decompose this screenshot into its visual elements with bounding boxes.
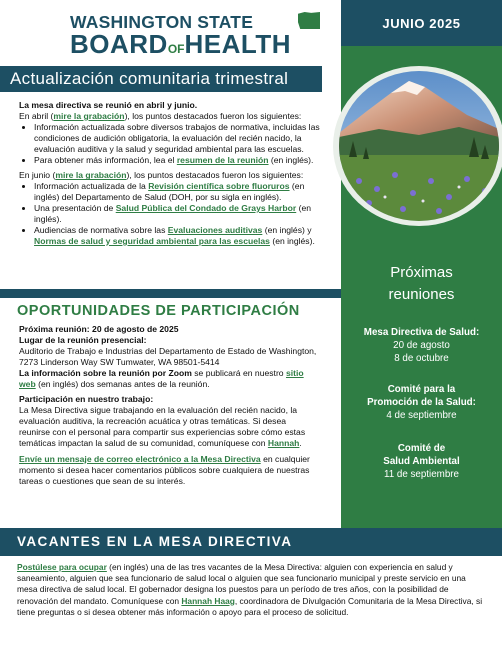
- opportunities-heading: OPORTUNIDADES DE PARTICIPACIÓN: [17, 303, 300, 319]
- april-bullet-2-post: (en inglés).: [268, 154, 314, 165]
- title-bar: [0, 66, 322, 92]
- vacancies-text: [17, 562, 487, 618]
- meetings-heading: La mesa directiva se reunió en abril y junio.: [19, 100, 198, 110]
- health-board-label: Mesa Directiva de Salud:: [363, 327, 480, 338]
- june-bullet-3: [34, 225, 321, 247]
- work-text: [19, 405, 319, 449]
- date-banner: [341, 0, 502, 46]
- june-bullet-3-pre: Audiencias de normativa sobre las: [34, 224, 168, 235]
- logo-health-word: HEALTH: [184, 29, 292, 59]
- upcoming-title-line1: Próximas: [390, 264, 453, 281]
- vacancies-heading: VACANTES EN LA MESA DIRECTIVA: [17, 534, 293, 549]
- april-intro: [19, 111, 321, 122]
- promotion-date: 4 de septiembre: [386, 410, 457, 421]
- june-bullet-3-post: (en inglés).: [269, 235, 315, 246]
- env-label-2: Salud Ambiental: [383, 456, 460, 467]
- fluoride-review-link[interactable]: Revisión científica sobre fluoruros: [148, 181, 290, 192]
- april-intro-pre: En abril (: [19, 110, 54, 121]
- promotion-committee-meetings: [341, 383, 502, 422]
- promotion-label-2: Promoción de la Salud:: [367, 397, 476, 408]
- health-board-date-2: 8 de octubre: [394, 353, 449, 364]
- hearing-evaluations-link[interactable]: Evaluaciones auditivas: [167, 224, 263, 235]
- board-of-health-logo: [60, 12, 330, 59]
- june-bullet-2-post: (en inglés).: [34, 203, 312, 225]
- apply-link[interactable]: Postúlese para ocupar: [17, 562, 107, 572]
- env-label-1: Comité de: [397, 443, 446, 454]
- april-bullet-1: • Información actualizada sobre diversos trabajos de normativa, incluidas las condiciones de audición obligatoria, la evaluación del recién nacido, la evaluación auditiva y la salud y seguridad ambiental para las escuelas.: [34, 122, 321, 155]
- meetings-summary: [19, 100, 321, 247]
- work-text-body: La Mesa Directiva sigue trabajando en la evaluación del recién nacido, la evaluación auditiva, la recreación acuática y otras temáticas. Si desea reunirse con el personal para compartir sus experiencias sobre cómo estas temáticas impactan la salud de su comunidad, comuníquese con: [19, 405, 306, 449]
- zoom-info-bold: La información sobre la reunión por Zoom: [19, 367, 192, 378]
- mountain-meadow-photo: [339, 71, 499, 221]
- work-text-end: .: [299, 438, 302, 449]
- email-info-post: en cualquier momento si desea hacer comentarios públicos sobre cualquiera de nuestras tareas o cuestiones que sean de su interés.: [19, 453, 310, 486]
- upcoming-meetings-title: [341, 262, 502, 306]
- washington-state-icon: [298, 12, 320, 29]
- issue-date: JUNIO 2025: [382, 16, 461, 31]
- june-intro: [19, 170, 321, 181]
- website-link[interactable]: sitio web: [19, 367, 304, 389]
- section-divider: [0, 289, 341, 298]
- june-bullet-1-post: (en inglés) del Departamento de Salud (DOH, por su sigla en inglés).: [34, 181, 305, 203]
- location-label: Lugar de la reunión presencial:: [19, 334, 147, 345]
- school-environmental-rules-link[interactable]: Normas de salud y seguridad ambiental para las escuelas: [34, 235, 270, 246]
- health-board-date-1: 20 de agosto: [393, 340, 450, 351]
- april-bullets: [19, 122, 321, 166]
- april-bullet-2-pre: Para obtener más información, lea el: [34, 154, 177, 165]
- june-bullet-3-mid: (en inglés) y: [262, 224, 312, 235]
- april-recording-link[interactable]: mire la grabación: [53, 110, 125, 121]
- next-meeting: Próxima reunión: 20 de agosto de 2025: [19, 324, 179, 334]
- page-title: Actualización comunitaria trimestral: [10, 69, 289, 88]
- june-intro-post: ), los puntos destacados fueron los siguientes:: [126, 170, 304, 181]
- env-date: 11 de septiembre: [384, 469, 459, 480]
- april-bullet-2: [34, 155, 321, 166]
- zoom-info-mid: se publicará en nuestro: [191, 367, 286, 378]
- june-bullets: [19, 181, 321, 246]
- health-board-meetings: [341, 326, 502, 365]
- logo-board-word: BOARD: [70, 29, 168, 59]
- promotion-label-1: Comité para la: [387, 384, 456, 395]
- location-text: Auditorio de Trabajo e Industrias del Departamento de Estado de Washington, 7273 Linderson Way SW Tumwater, WA 98501-5414: [19, 345, 317, 367]
- zoom-info: [19, 368, 319, 390]
- environmental-committee-meetings: [341, 442, 502, 481]
- vacancies-bar: [0, 528, 502, 556]
- logo-washington-state: WASHINGTON STATE: [70, 12, 254, 32]
- upcoming-title-line2: reuniones: [388, 286, 455, 303]
- april-intro-post: ), los puntos destacados fueron los siguientes:: [124, 110, 302, 121]
- mountain-meadow-illustration: [339, 71, 499, 221]
- vacancies-text-1: (en inglés) una de las tres vacantes de la Mesa Directiva: alguien con experiencia en salud y saneamiento, alguien que sea funcionario de salud local o alguien que sea funcionario municipal y preste servicio en una mesa directiva de salud local. El gobernador designa los puestos para un período de tres años, con la posibilidad de renovación del mandato. Comuníquese con: [17, 562, 466, 606]
- june-recording-link[interactable]: mire la grabación: [55, 170, 127, 181]
- grays-harbor-link[interactable]: Salud Pública del Condado de Grays Harbor: [115, 203, 297, 214]
- work-label: Participación en nuestro trabajo:: [19, 394, 154, 405]
- meeting-summary-link[interactable]: resumen de la reunión: [176, 154, 269, 165]
- hannah-haag-link[interactable]: Hannah Haag: [181, 595, 235, 606]
- logo-board-of-health: [70, 29, 291, 60]
- june-bullet-1: [34, 181, 321, 203]
- email-board-link[interactable]: Envíe un mensaje de correo electrónico a la Mesa Directiva: [19, 453, 261, 464]
- june-intro-pre: En junio (: [19, 170, 56, 181]
- june-bullet-1-pre: Información actualizada de la: [34, 181, 149, 192]
- hannah-link[interactable]: Hannah: [267, 438, 300, 449]
- june-bullet-2-pre: Una presentación de: [34, 203, 116, 214]
- email-info: [19, 454, 319, 487]
- logo-of-word: OF: [167, 42, 185, 56]
- zoom-info-post: (en inglés) dos semanas antes de la reunión.: [35, 378, 210, 389]
- opportunities-body: [19, 324, 319, 487]
- june-bullet-2: [34, 203, 321, 225]
- vacancies-text-2: , coordinadora de Divulgación Comunitaria de la Mesa Directiva, si tiene preguntas o si desea obtener más información o apoyo para el proceso de solicitud.: [17, 595, 483, 617]
